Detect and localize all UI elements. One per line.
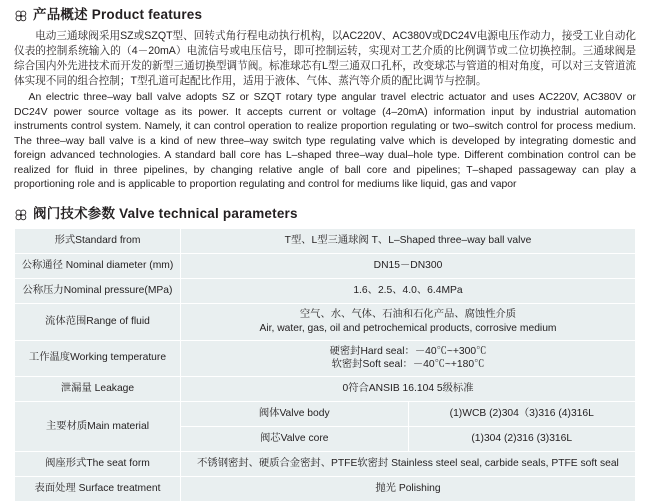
- table-row: [15, 303, 636, 340]
- table-row: [15, 377, 636, 402]
- row-label: 流体范围Range of fluid: [15, 303, 181, 340]
- section-heading-product-features: [14, 8, 636, 23]
- row-label: 公称通径 Nominal diameter (mm): [15, 253, 181, 278]
- row-sublabel: 阀芯Valve core: [181, 427, 409, 452]
- row-value: T型、L型三通球阀 T、L–Shaped three–way ball valve: [181, 228, 636, 253]
- row-value-line: Air, water, gas, oil and petrochemical products, corrosive medium: [259, 322, 557, 334]
- flower-bullet-icon: [14, 9, 28, 23]
- product-features-body: [14, 29, 636, 193]
- row-value: [181, 303, 636, 340]
- row-label: 泄漏量 Leakage: [15, 377, 181, 402]
- row-value: 抛光 Polishing: [181, 477, 636, 502]
- row-value: 0符合ANSIB 16.104 5级标准: [181, 377, 636, 402]
- row-value: 不锈钢密封、硬质合金密封、PTFE软密封 Stainless steel seal, carbide seals, PTFE soft seal: [181, 452, 636, 477]
- valve-parameters-table: [14, 228, 636, 502]
- flower-bullet-icon: [14, 208, 28, 222]
- table-row: [15, 452, 636, 477]
- row-value: 1.6、2.5、4.0、6.4MPa: [181, 278, 636, 303]
- row-label: 工作温度Working temperature: [15, 340, 181, 377]
- valve-parameters-section: [14, 207, 636, 502]
- row-value: (1)WCB (2)304（3)316 (4)316L: [408, 402, 636, 427]
- paragraph-en: An electric three–way ball valve adopts SZ or SZQT rotary type angular travel electric actuator and uses AC220V, AC380V or DC24V power source voltage as its power. It accepts current or voltage (4–20mA) information input by industrial automation instruments control system. Namely, it can control operation to realize proportion regulating or two–switch control for process medium. The three–way ball valve is a kind of new three–way switch type regulating valve which is developed by integrating domestic and foreign advanced technologies. A standard ball core has L–shaped three–way dual–hole type. Different combination control can be realized for fluid in three pipelines, by changing relative angle of ball core and pipelines; T–shaped passageway can play a proportioning role and is applicable to proportion regulating and control for mediums like liquid, gas and vapor: [14, 91, 636, 191]
- row-label: 公称压力Nominal pressure(MPa): [15, 278, 181, 303]
- table-row: [15, 402, 636, 427]
- row-label: 表面处理 Surface treatment: [15, 477, 181, 502]
- row-value-line: 软密封Soft seal：－40℃~+180℃: [331, 359, 485, 371]
- row-label: 形式Standard from: [15, 228, 181, 253]
- table-row: [15, 253, 636, 278]
- row-label: 主要材质Main material: [15, 402, 181, 452]
- row-label: 阀座形式The seat form: [15, 452, 181, 477]
- row-value: (1)304 (2)316 (3)316L: [408, 427, 636, 452]
- row-value-line: 空气、水、气体、石油和石化产品、腐蚀性介质: [299, 308, 517, 320]
- row-value: DN15－DN300: [181, 253, 636, 278]
- section-title: 阀门技术参数 Valve technical parameters: [33, 205, 298, 221]
- row-value-line: 硬密封Hard seal：－40℃~+300℃: [329, 345, 487, 357]
- paragraph-cn: 电动三通球阀采用SZ或SZQT型、回转式角行程电动执行机构，以AC220V、AC380V或DC24V电源电压作动力，接受工业自动化仪表的控制系统输入的（4－20mA）电流信号或电压信号，即可控制运转，实现对工艺介质的比例调节或二位切换控制。三通球阀是综合国内外先进技术而开发的新型三通切换型调节阀。标准球芯有L型三通双口孔杯，改变球芯与管道的相对角度，可以对三支管道流体实现不同的组合控制；T型孔道可起配比作用，适用于液体、气体、蒸汽等介质的配比调节与控制。: [14, 29, 636, 87]
- table-row: [15, 278, 636, 303]
- table-row: [15, 477, 636, 502]
- section-title: 产品概述 Product features: [33, 7, 203, 22]
- row-value: [181, 340, 636, 377]
- table-row: [15, 228, 636, 253]
- table-row: [15, 340, 636, 377]
- row-sublabel: 阀体Valve body: [181, 402, 409, 427]
- section-heading-valve-parameters: [14, 207, 636, 222]
